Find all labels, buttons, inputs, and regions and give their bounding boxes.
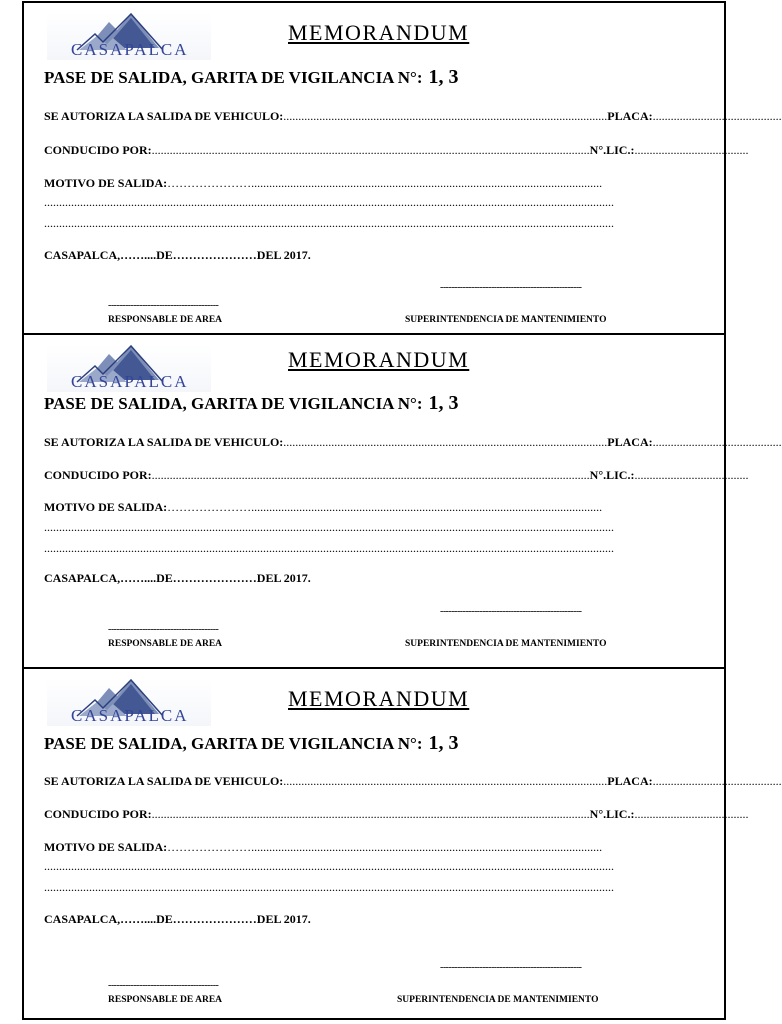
motivo-label: MOTIVO DE SALIDA: <box>44 176 168 190</box>
memo-slip-1 <box>22 1 782 335</box>
superintendencia-label: SUPERINTENDENCIA DE MANTENIMIENTO <box>405 639 607 649</box>
pase-label: PASE DE SALIDA, GARITA DE VIGILANCIA N°: <box>44 394 423 413</box>
signature-line-superintendencia: -------------------------------------------------- <box>440 282 582 293</box>
motivo-extra-line-2 <box>44 541 694 556</box>
motivo-field[interactable]: …………………..................................................................................................................... <box>167 500 603 514</box>
conducido-line <box>44 807 748 822</box>
placa-label: PLACA: <box>607 109 653 123</box>
pase-number: 1, 3 <box>428 66 459 88</box>
superintendencia-label: SUPERINTENDENCIA DE MANTENIMIENTO <box>397 995 599 1005</box>
lic-field[interactable]: ...................................... <box>634 468 749 482</box>
placa-label: PLACA: <box>607 774 653 788</box>
motivo-label: MOTIVO DE SALIDA: <box>44 500 168 514</box>
motivo-extra-field-1[interactable]: .............................................................................................................................................................................................. <box>44 195 614 209</box>
placa-label: PLACA: <box>607 435 653 449</box>
motivo-extra-line-2 <box>44 216 694 231</box>
pase-de-salida-line <box>44 66 459 89</box>
conducido-field[interactable]: .................................................................................................................................................. <box>151 807 590 821</box>
placa-field[interactable]: ........................................... <box>652 435 782 449</box>
lic-label: N°.LIC.: <box>589 468 635 482</box>
motivo-extra-field-2[interactable]: .............................................................................................................................................................................................. <box>44 541 614 555</box>
memo-slip-3 <box>22 667 782 1020</box>
autoriza-line <box>44 109 782 124</box>
autoriza-label: SE AUTORIZA LA SALIDA DE VEHICULO: <box>44 774 284 788</box>
date-line: CASAPALCA,……....DE…………………DEL 2017. <box>44 248 311 262</box>
memo-slip-2 <box>22 333 782 669</box>
memo-title: MEMORANDUM <box>288 347 470 372</box>
memo-title: MEMORANDUM <box>288 686 470 711</box>
autoriza-field[interactable]: ............................................................................................................ <box>283 435 608 449</box>
casapalca-logo <box>47 12 211 60</box>
motivo-field[interactable]: …………………..................................................................................................................... <box>167 840 603 854</box>
pase-de-salida-line <box>44 392 459 415</box>
memo-title: MEMORANDUM <box>288 20 470 45</box>
autoriza-line <box>44 774 782 789</box>
autoriza-label: SE AUTORIZA LA SALIDA DE VEHICULO: <box>44 435 284 449</box>
date-line: CASAPALCA,……....DE…………………DEL 2017. <box>44 571 311 585</box>
motivo-extra-line-2 <box>44 880 694 895</box>
conducido-label: CONDUCIDO POR: <box>44 143 152 157</box>
pase-label: PASE DE SALIDA, GARITA DE VIGILANCIA N°: <box>44 734 423 753</box>
logo-text: CASAPALCA <box>71 372 189 391</box>
signature-line-responsable: --------------------------------------- <box>108 980 219 991</box>
placa-field[interactable]: ........................................... <box>652 774 782 788</box>
motivo-field[interactable]: …………………..................................................................................................................... <box>167 176 603 190</box>
autoriza-field[interactable]: ............................................................................................................ <box>283 774 608 788</box>
lic-field[interactable]: ...................................... <box>634 807 749 821</box>
placa-field[interactable]: ........................................... <box>652 109 782 123</box>
motivo-label: MOTIVO DE SALIDA: <box>44 840 168 854</box>
pase-number: 1, 3 <box>428 732 459 754</box>
lic-label: N°.LIC.: <box>589 143 635 157</box>
conducido-line <box>44 468 748 483</box>
responsable-label: RESPONSABLE DE AREA <box>108 639 223 649</box>
signature-line-superintendencia: -------------------------------------------------- <box>440 606 582 617</box>
motivo-extra-line-1 <box>44 859 694 874</box>
lic-field[interactable]: ...................................... <box>634 143 749 157</box>
signature-line-responsable: --------------------------------------- <box>108 300 219 311</box>
autoriza-line <box>44 435 782 450</box>
conducido-field[interactable]: .................................................................................................................................................. <box>151 468 590 482</box>
date-line: CASAPALCA,……....DE…………………DEL 2017. <box>44 912 311 926</box>
pase-label: PASE DE SALIDA, GARITA DE VIGILANCIA N°: <box>44 68 423 87</box>
motivo-extra-line-1 <box>44 520 694 535</box>
autoriza-label: SE AUTORIZA LA SALIDA DE VEHICULO: <box>44 109 284 123</box>
motivo-extra-field-2[interactable]: .............................................................................................................................................................................................. <box>44 216 614 230</box>
motivo-extra-field-2[interactable]: .............................................................................................................................................................................................. <box>44 880 614 894</box>
conducido-label: CONDUCIDO POR: <box>44 468 152 482</box>
pase-number: 1, 3 <box>428 392 459 414</box>
autoriza-field[interactable]: ............................................................................................................ <box>283 109 608 123</box>
casapalca-logo <box>47 344 211 392</box>
signature-line-superintendencia: -------------------------------------------------- <box>440 962 582 973</box>
motivo-line <box>44 840 694 855</box>
casapalca-logo <box>47 678 211 726</box>
motivo-line <box>44 500 694 515</box>
conducido-line <box>44 143 748 158</box>
logo-text: CASAPALCA <box>71 706 189 725</box>
motivo-line <box>44 176 694 191</box>
motivo-extra-field-1[interactable]: .............................................................................................................................................................................................. <box>44 859 614 873</box>
pase-de-salida-line <box>44 732 459 755</box>
conducido-label: CONDUCIDO POR: <box>44 807 152 821</box>
conducido-field[interactable]: .................................................................................................................................................. <box>151 143 590 157</box>
responsable-label: RESPONSABLE DE AREA <box>108 315 223 325</box>
superintendencia-label: SUPERINTENDENCIA DE MANTENIMIENTO <box>405 315 607 325</box>
lic-label: N°.LIC.: <box>589 807 635 821</box>
signature-line-responsable: --------------------------------------- <box>108 624 219 635</box>
logo-text: CASAPALCA <box>71 40 189 59</box>
responsable-label: RESPONSABLE DE AREA <box>108 995 223 1005</box>
motivo-extra-field-1[interactable]: .............................................................................................................................................................................................. <box>44 520 614 534</box>
motivo-extra-line-1 <box>44 195 694 210</box>
